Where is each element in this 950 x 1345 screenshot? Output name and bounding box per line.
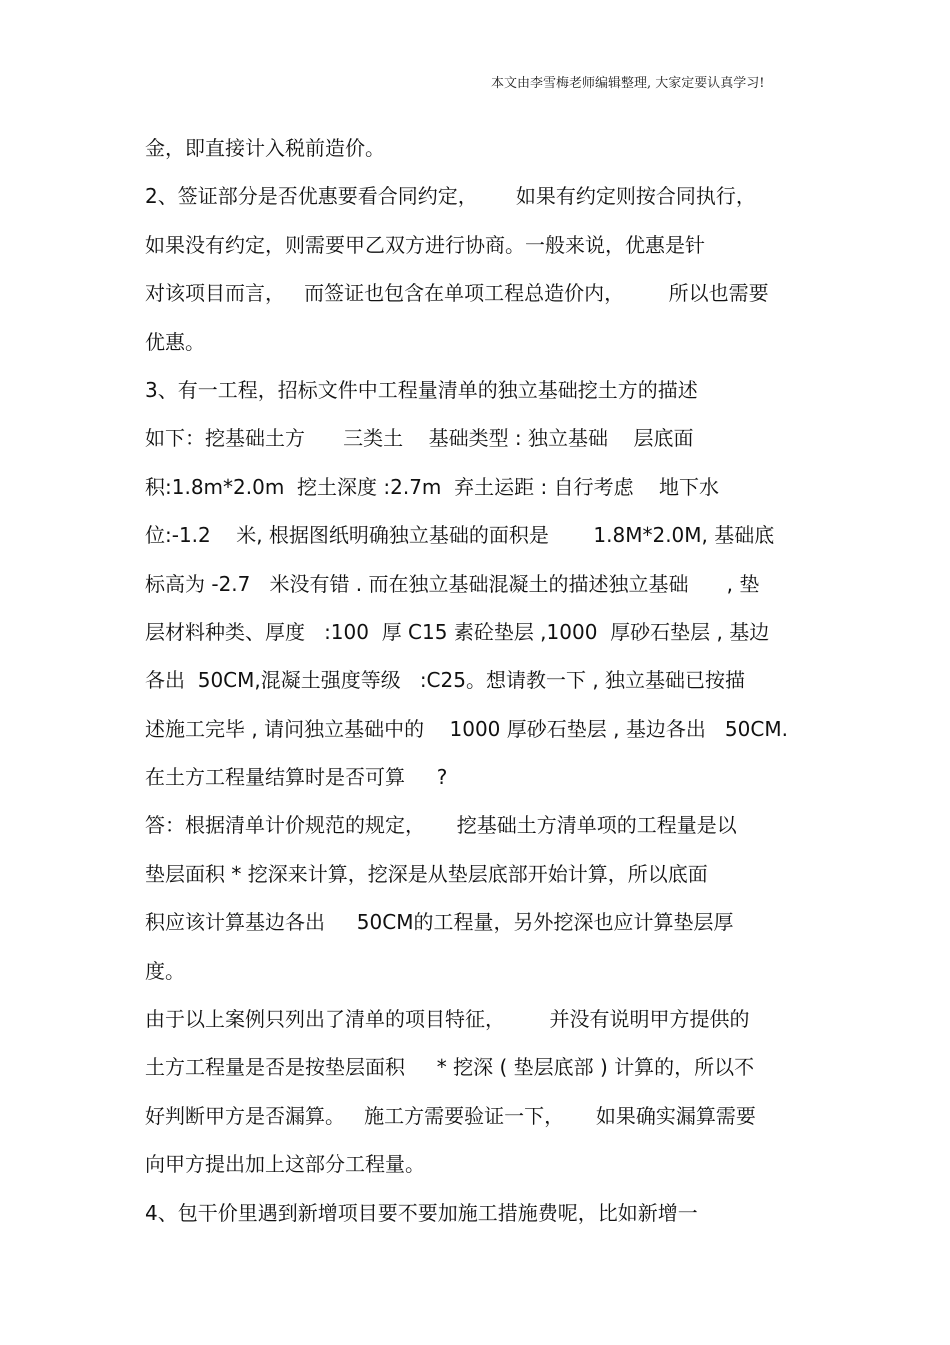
document-body [145, 128, 845, 1241]
text-line: 4、包干价里遇到新增项目要不要加施工措施费呢，比如新增一 [145, 1200, 698, 1225]
text-line: 优惠。 [145, 329, 205, 354]
text-line: 述施工完毕 , 请问独立基础中的 1000 厚砂石垫层 , 基边各出 50CM. [145, 716, 788, 741]
text-line: 度。 [145, 958, 185, 983]
text-line: 3、有一工程，招标文件中工程量清单的独立基础挖土方的描述 [145, 377, 698, 402]
text-line: 层材料种类、厚度 :100 厚 C15 素砼垫层 ,1000 厚砂石垫层 , 基边 [145, 619, 770, 644]
text-line: 积:1.8m*2.0m 挖土深度 :2.7m 弃土运距 : 自行考虑 地下水 [145, 474, 720, 499]
text-line: 如果没有约定，则需要甲乙双方进行协商。一般来说，优惠是针 [145, 232, 705, 257]
text-line: 标高为 -2.7 米没有错 . 而在独立基础混凝土的描述独立基础 , 垫 [145, 571, 760, 596]
text-line: 向甲方提出加上这部分工程量。 [145, 1152, 425, 1177]
text-line: 好判断甲方是否漏算。 施工方需要验证一下， 如果确实漏算需要 [145, 1103, 756, 1128]
text-line: 位:-1.2 米, 根据图纸明确独立基础的面积是 1.8M*2.0M, 基础底 [145, 523, 775, 548]
text-line: 对该项目而言， 而签证也包含在单项工程总造价内， 所以也需要 [145, 281, 769, 306]
text-line: 由于以上案例只列出了清单的项目特征， 并没有说明甲方提供的 [145, 1007, 750, 1032]
text-line: 金，即直接计入税前造价。 [145, 136, 385, 160]
text-line: 如下：挖基础土方 三类土 基础类型 : 独立基础 层底面 [145, 426, 694, 451]
text-line: 2、签证部分是否优惠要看合同约定， 如果有约定则按合同执行， [145, 184, 756, 209]
text-line: 垫层面积 * 挖深来计算，挖深是从垫层底部开始计算，所以底面 [145, 861, 708, 886]
text-line: 答：根据清单计价规范的规定， 挖基础土方清单项的工程量是以 [145, 813, 737, 838]
text-line: 在土方工程量结算时是否可算 ? [145, 765, 448, 790]
text-line: 积应该计算基边各出 50CM的工程量，另外挖深也应计算垫层厚 [145, 910, 734, 935]
text-line: 土方工程量是否是按垫层面积 * 挖深 ( 垫层底部 ) 计算的，所以不 [145, 1055, 755, 1080]
header-note: 本文由李雪梅老师编辑整理, 大家定要认真学习! [491, 76, 765, 91]
text-line: 各出 50CM,混凝土强度等级 :C25。想请教一下 , 独立基础已按描 [145, 668, 746, 693]
